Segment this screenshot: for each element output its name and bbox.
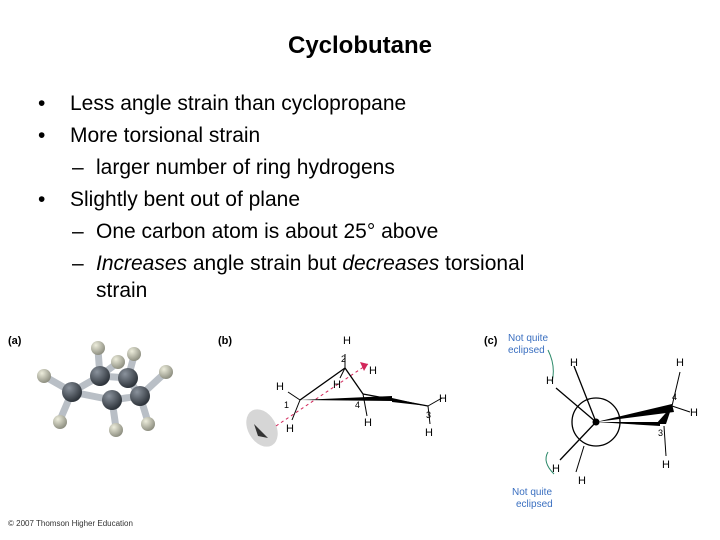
bullet-item: • Less angle strain than cyclopropane [38,88,698,120]
h-label: H [552,463,560,475]
bullet-dot: • [38,92,46,115]
h-label: H [676,357,684,369]
carbon-number: 4 [355,400,361,410]
h-label: H [276,381,284,393]
h-label: H [364,417,372,429]
h-label: H [333,379,341,391]
not-quite-eclipsed-bottom: eclipsed [516,499,553,510]
newman-projection [546,350,690,474]
bullet-dash: – [72,220,84,243]
image-credit: © 2007 Thomson Higher Education [8,519,133,528]
panel-label-b: (b) [218,335,233,347]
h-label: H [578,475,586,487]
not-quite-eclipsed-top: Not quite [508,333,549,344]
bullet-dash: – [72,156,84,179]
h-label: H [439,393,447,405]
carbon-number: 1 [284,400,290,410]
h-label: H [369,365,377,377]
slide-title: Cyclobutane [287,32,433,59]
panel-label-c: (c) [484,335,498,347]
h-label: H [570,357,578,369]
bullet-dot: • [38,124,46,147]
cyclobutane-figure [0,322,720,540]
bullet-list [38,88,698,302]
bent-ring-structure [240,354,442,452]
carbon-number: 4 [672,392,678,402]
h-label: H [662,459,670,471]
panel-label-a: (a) [8,335,22,347]
bullet-dot: • [38,188,46,211]
carbon-number: 3 [658,428,664,438]
bullet-item: • More torsional strain [38,120,698,152]
not-quite-eclipsed-top: eclipsed [508,345,545,356]
carbon-number: 2 [341,354,347,364]
h-label: H [690,407,698,419]
h-label: H [425,427,433,439]
sub-bullet-item: – Increases angle strain but decreases torsional strain [38,248,698,302]
h-label: H [546,375,554,387]
sub-bullet-item: – One carbon atom is about 25° above [38,216,698,248]
sub-bullet-item: – larger number of ring hydrogens [38,152,698,184]
h-label: H [343,335,351,347]
carbon-number: 3 [426,410,432,420]
bullet-dash: – [72,252,84,275]
not-quite-eclipsed-bottom: Not quite [512,487,553,498]
bullet-item: • Slightly bent out of plane [38,184,698,216]
carbon-atoms [62,366,150,410]
h-label: H [286,423,294,435]
